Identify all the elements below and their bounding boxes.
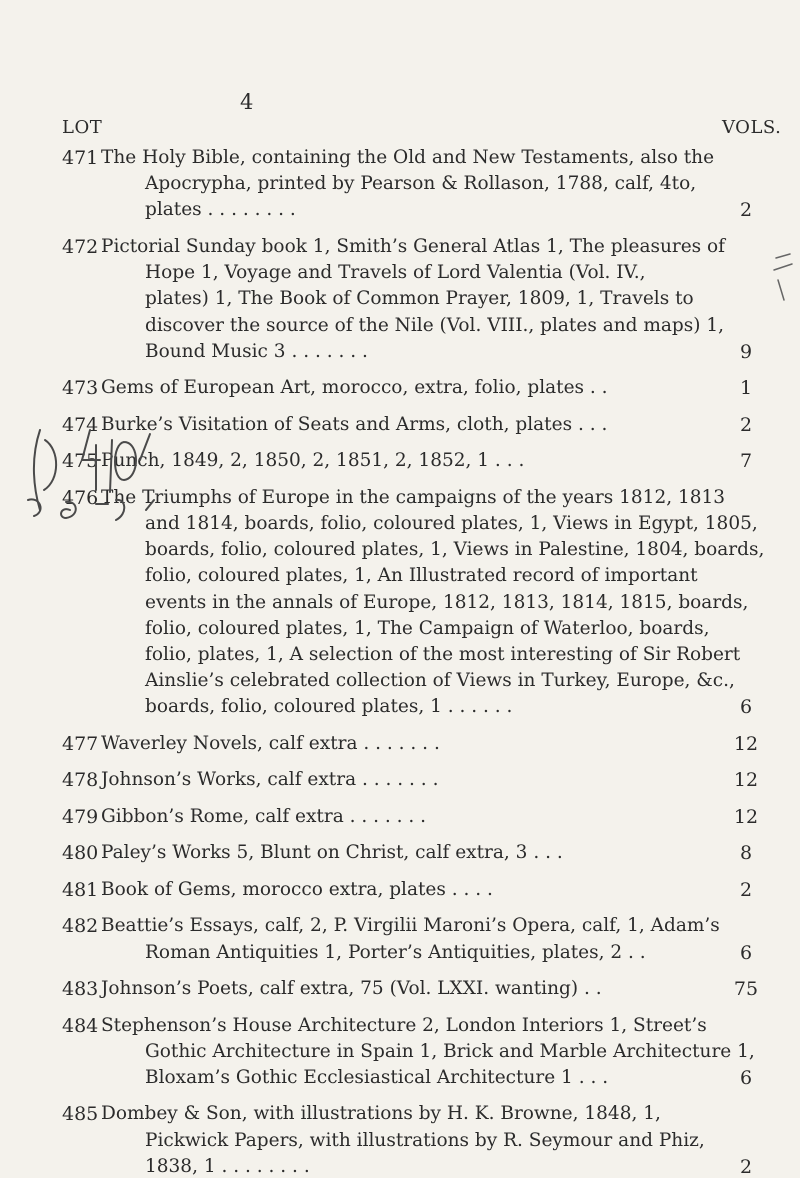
lot-description-line: Hope 1, Voyage and Travels of Lord Valentia (Vol. IV., <box>145 262 646 284</box>
volume-count: 2 <box>739 199 753 222</box>
lot-description-line: Pictorial Sunday book 1, Smith’s General Atlas 1, The pleasures of <box>101 235 726 257</box>
lot-description-line: 1838, 1 . . . . . . . . <box>145 1155 310 1177</box>
volume-count: 2 <box>739 878 753 901</box>
lot-description-line: Bloxam’s Gothic Ecclesiastical Architecture 1 . . . <box>145 1066 609 1088</box>
volume-count: 12 <box>733 805 759 828</box>
lot-description-line: Roman Antiquities 1, Porter’s Antiquities, plates, 2 . . <box>145 941 646 963</box>
lot-description-line: Waverley Novels, calf extra . . . . . . . <box>101 732 440 754</box>
volume-count: 2 <box>739 1155 753 1178</box>
lot-description-line: Gibbon’s Rome, calf extra . . . . . . . <box>101 805 427 827</box>
lot-number: 475 <box>62 450 99 473</box>
volume-count: 12 <box>733 732 759 755</box>
lot-description-line: Dombey & Son, with illustrations by H. K. Browne, 1848, 1, <box>101 1103 661 1125</box>
lot-description-line: Pickwick Papers, with illustrations by R. Seymour and Phiz, <box>145 1129 705 1151</box>
lot-description-line: discover the source of the Nile (Vol. VIII., plates and maps) 1, <box>145 314 725 336</box>
lot-description-line: Stephenson’s House Architecture 2, London Interiors 1, Street’s <box>101 1014 707 1036</box>
lot-description-line: Burke’s Visitation of Seats and Arms, cloth, plates . . . <box>101 413 608 435</box>
volume-count: 1 <box>739 377 753 400</box>
lot-number: 483 <box>62 978 99 1000</box>
lot-number: 472 <box>62 235 99 258</box>
lot-number: 481 <box>62 878 99 901</box>
lot-number: 479 <box>62 805 99 828</box>
lot-description-line: folio, coloured plates, 1, The Campaign of Waterloo, boards, <box>145 617 710 639</box>
lot-number: 477 <box>62 732 99 755</box>
lot-description-line: Gothic Architecture in Spain 1, Brick and Marble Architecture 1, <box>145 1040 755 1062</box>
lot-description-line: Johnson’s Poets, calf extra, 75 (Vol. LXXI. wanting) . . <box>101 978 602 999</box>
lot-description-line: Bound Music 3 . . . . . . . <box>145 340 368 362</box>
lot-description-line: and 1814, boards, folio, coloured plates, 1, Views in Egypt, 1805, <box>145 512 758 534</box>
margin-mark <box>770 250 798 310</box>
lot-description-line: The Holy Bible, containing the Old and New Testaments, also the <box>101 147 715 168</box>
vols-column-header: VOLS. <box>722 117 782 138</box>
lot-number: 474 <box>62 413 99 436</box>
lot-description-line: Beattie’s Essays, calf, 2, P. Virgilii Maroni’s Opera, calf, 1, Adam’s <box>101 915 720 937</box>
lot-description-line: events in the annals of Europe, 1812, 1813, 1814, 1815, boards, <box>145 591 749 613</box>
lot-number: 480 <box>62 842 99 865</box>
lot-number: 478 <box>62 769 99 792</box>
lot-description-line: Gems of European Art, morocco, extra, folio, plates . . <box>101 377 608 399</box>
volume-count: 7 <box>739 450 753 473</box>
volume-count: 12 <box>733 769 759 792</box>
volume-count: 6 <box>739 1066 753 1089</box>
lot-description-line: Ainslie’s celebrated collection of Views in Turkey, Europe, &c., <box>145 670 735 692</box>
lot-number: 473 <box>62 377 99 400</box>
lot-description-line: Johnson’s Works, calf extra . . . . . . . <box>101 769 439 791</box>
lot-column-header: LOT <box>62 117 103 138</box>
volume-count: 75 <box>733 978 759 1000</box>
lot-description-line: Book of Gems, morocco extra, plates . . . . <box>101 878 493 900</box>
lot-description-line: boards, folio, coloured plates, 1 . . . . . . <box>145 696 513 718</box>
lot-description-line: Paley’s Works 5, Blunt on Christ, calf extra, 3 . . . <box>101 842 563 864</box>
lot-number: 482 <box>62 915 99 938</box>
volume-count: 8 <box>739 842 753 865</box>
lot-number: 484 <box>62 1014 99 1037</box>
volume-count: 6 <box>739 696 753 719</box>
lot-description-line: boards, folio, coloured plates, 1, Views in Palestine, 1804, boards, <box>145 539 765 561</box>
volume-count: 2 <box>739 413 753 436</box>
lot-number: 471 <box>62 147 99 169</box>
volume-count: 9 <box>739 340 753 363</box>
lot-description-line: plates) 1, The Book of Common Prayer, 1809, 1, Travels to <box>145 288 694 310</box>
lot-description-line: Punch, 1849, 2, 1850, 2, 1851, 2, 1852, 1 . . . <box>101 450 525 472</box>
lot-description-line: Apocrypha, printed by Pearson & Rollason, 1788, calf, 4to, <box>145 173 697 195</box>
lot-number: 485 <box>62 1103 99 1126</box>
handwritten-annotation <box>0 420 170 540</box>
lot-description-line: The Triumphs of Europe in the campaigns of the years 1812, 1813 <box>101 486 726 508</box>
lot-description-line: folio, plates, 1, A selection of the most interesting of Sir Robert <box>145 643 741 665</box>
page-number: 4 <box>240 90 254 114</box>
lot-description-line: folio, coloured plates, 1, An Illustrated record of important <box>145 565 698 587</box>
lot-number: 476 <box>62 486 99 509</box>
lot-description-line: plates . . . . . . . . <box>145 199 296 221</box>
volume-count: 6 <box>739 941 753 964</box>
